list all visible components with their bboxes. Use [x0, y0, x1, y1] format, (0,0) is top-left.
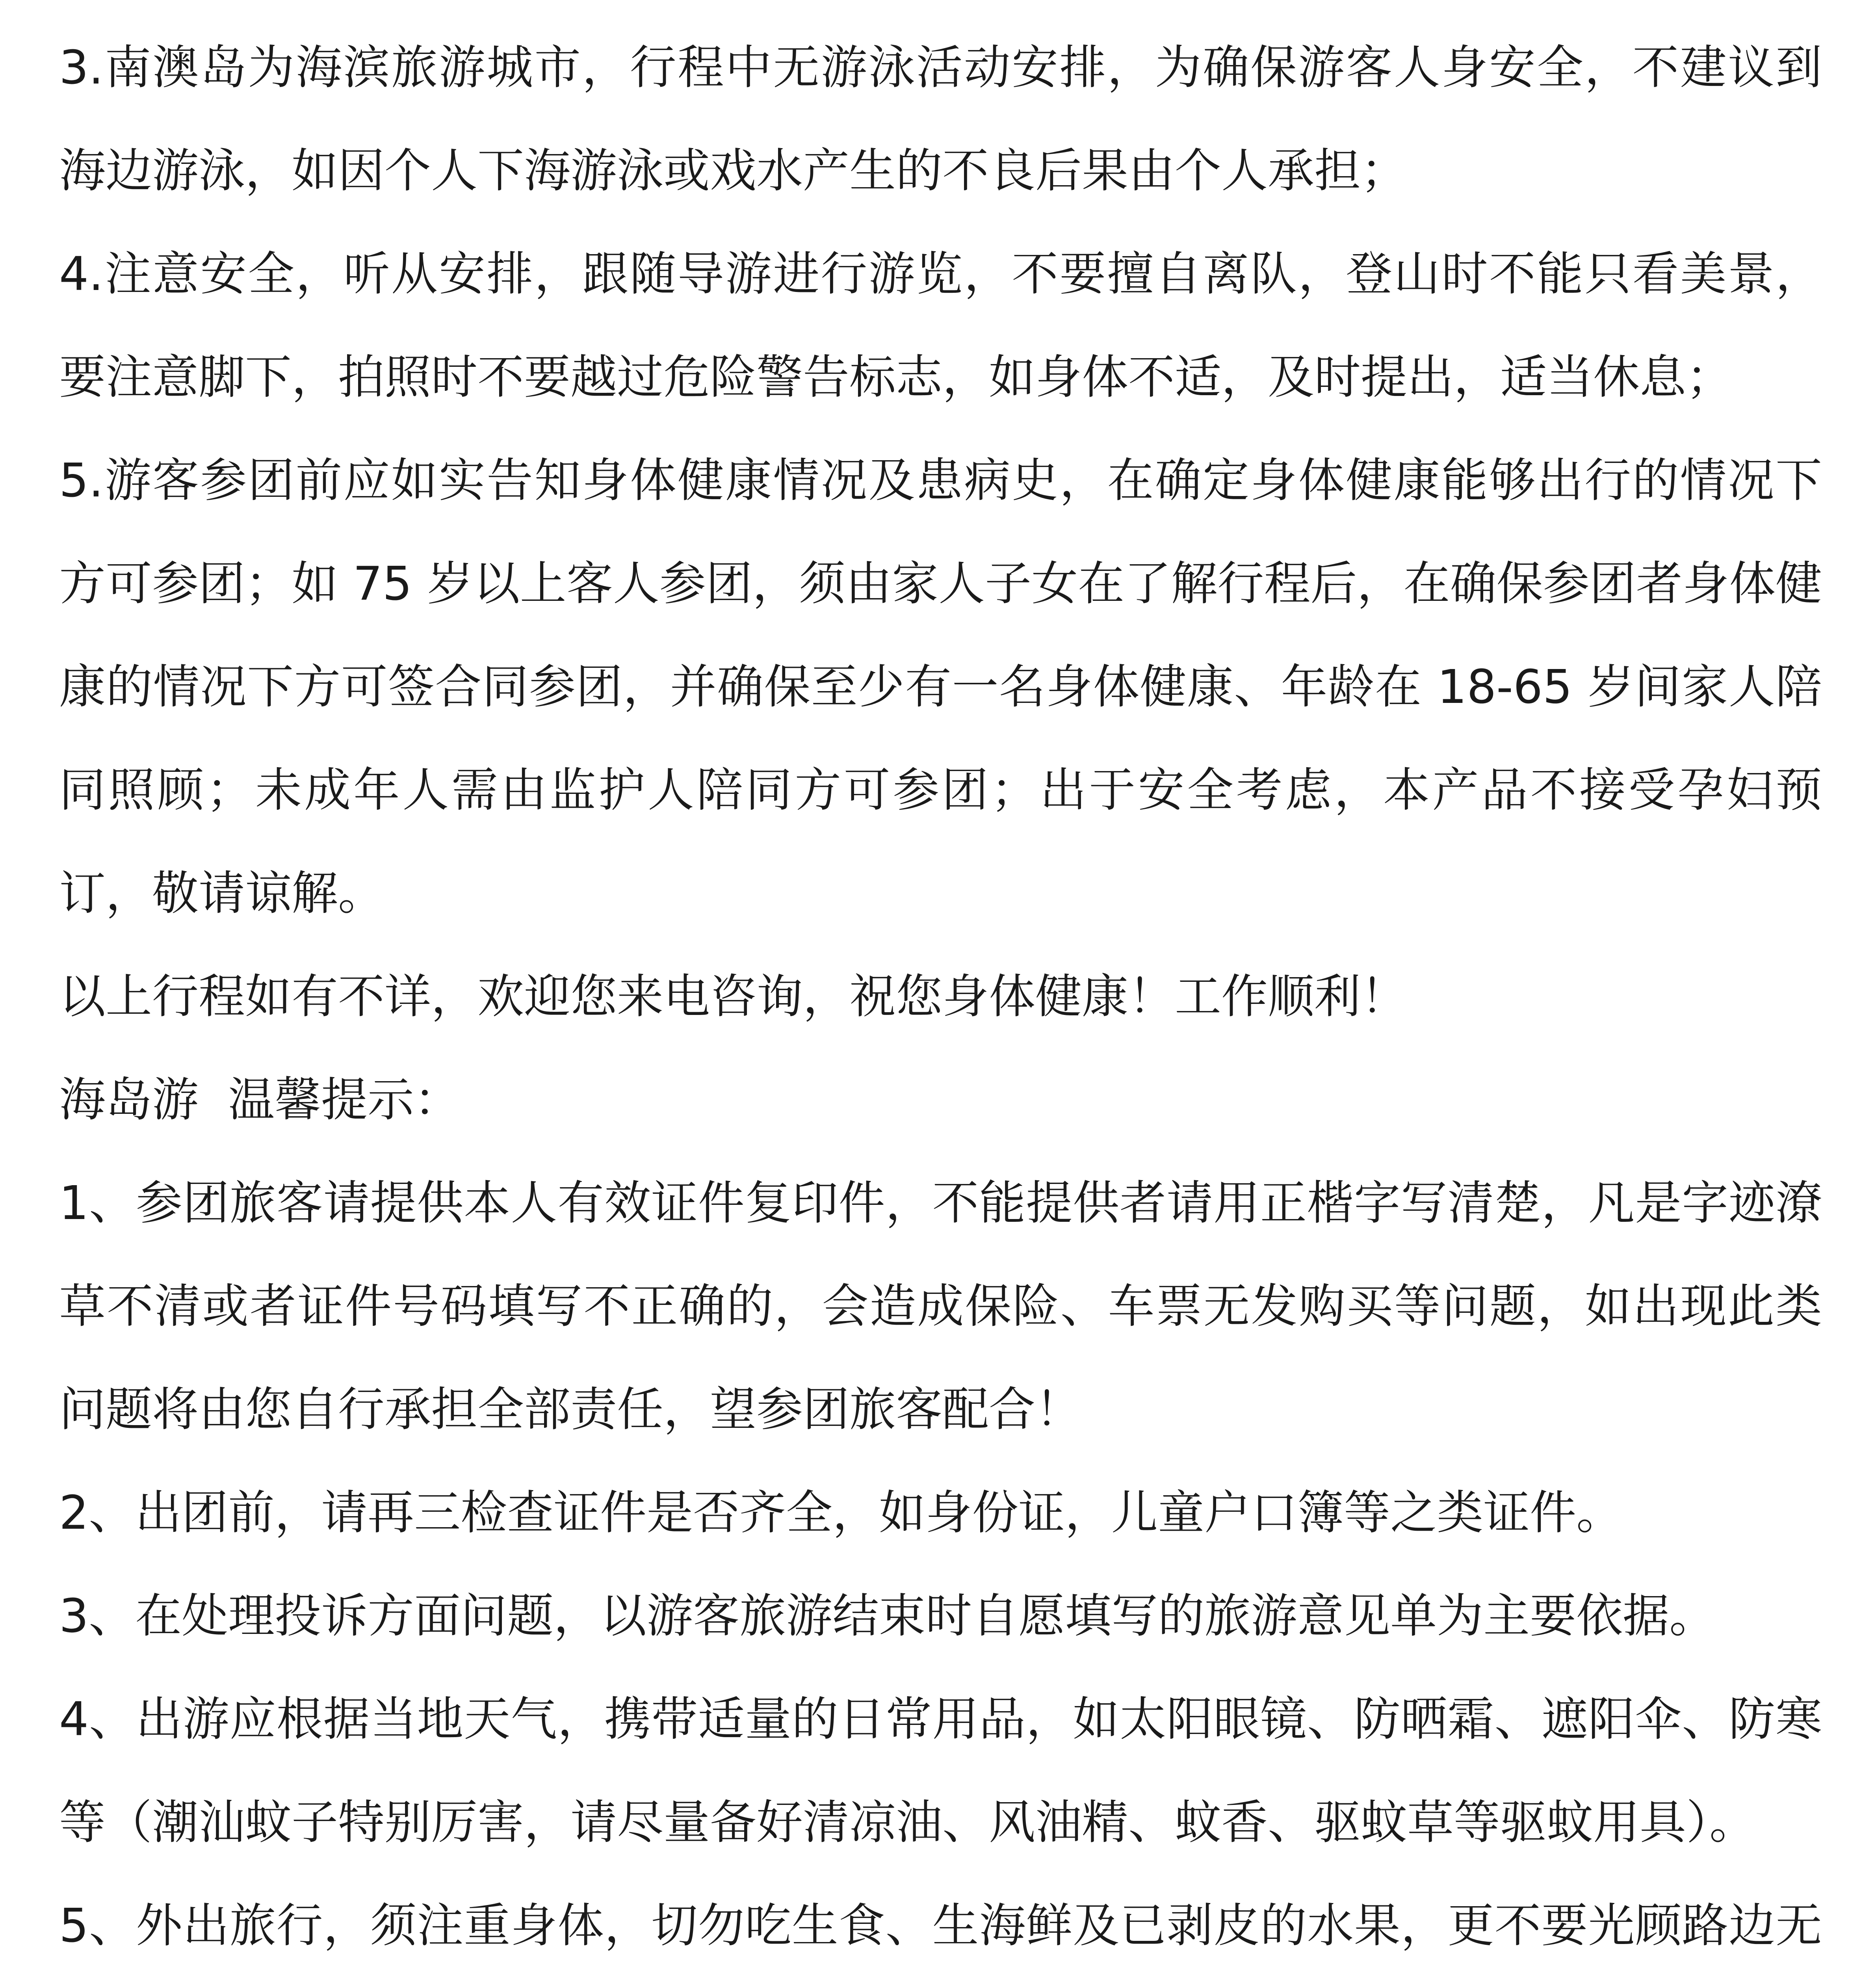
tip-item-5: 5、外出旅行，须注重身体，切勿吃生食、生海鲜及已剥皮的水果，更不要光顾路边无: [59, 1898, 1822, 1953]
paragraph-swimming-notice: 3.南澳岛为海滨旅游城市，行程中无游泳活动安排，为确保游客人身安全，不建议到海边游泳，如因个人下海游泳或戏水产生的不良后果由个人承担；: [59, 40, 1822, 198]
tip-item-3: 3、在处理投诉方面问题，以游客旅游结束时自愿填写的旅游意见单为主要依据。: [59, 1589, 1716, 1643]
paragraph-safety-notice: 4.注意安全，听从安排，跟随导游进行游览，不要擅自离队，登山时不能只看美景，要注意脚下，拍照时不要越过危险警告标志，如身体不适，及时提出，适当休息；: [59, 247, 1822, 404]
document-body: [59, 16, 1822, 1970]
paragraph-closing-remark: 以上行程如有不详，欢迎您来电咨询，祝您身体健康！工作顺利！: [59, 969, 1408, 1024]
paragraph-health-notice: 5.游客参团前应如实告知身体健康情况及患病史，在确定身体健康能够出行的情况下方可参团；如 75 岁以上客人参团，须由家人子女在了解行程后，在确保参团者身体健康的情况下方可签合同参团，并确保至少有一名身体健康、年龄在 18-65 岁间家人陪同照顾；未成年人需由监护人陪同方可参团；出于安全考虑，本产品不接受孕妇预订，敬请谅解。: [59, 453, 1822, 920]
tip-item-4: 4、出游应根据当地天气，携带适量的日常用品，如太阳眼镜、防晒霜、遮阳伞、防寒等（潮汕蚊子特别厉害，请尽量备好清凉油、风油精、蚊香、驱蚊草等驱蚊用具）。: [59, 1692, 1822, 1849]
section-heading-island-tips: 海岛游 温馨提示：: [59, 1072, 461, 1127]
tip-item-1: 1、参团旅客请提供本人有效证件复印件，不能提供者请用正楷字写清楚，凡是字迹潦草不清或者证件号码填写不正确的，会造成保险、车票无发购买等问题，如出现此类问题将由您自行承担全部责任，望参团旅客配合！: [59, 1176, 1822, 1437]
tip-item-2: 2、出团前，请再三检查证件是否齐全，如身份证，儿童户口簿等之类证件。: [59, 1485, 1623, 1540]
